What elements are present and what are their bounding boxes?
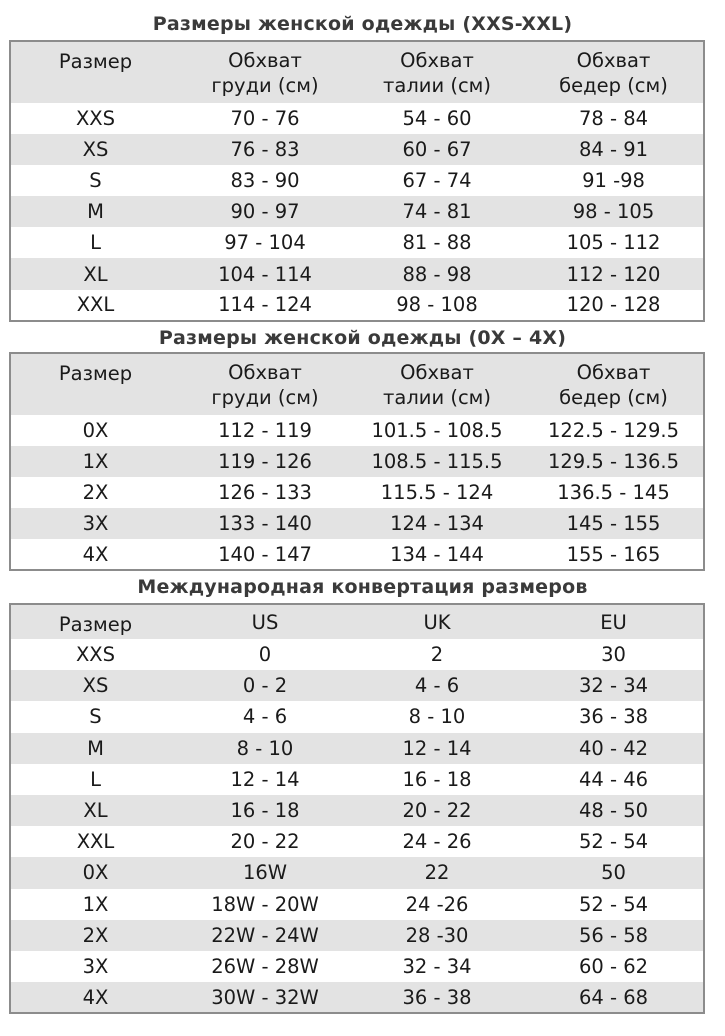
column-header-line: EU [600,610,627,634]
table-row [10,508,704,539]
table-cell: 97 - 104 [180,227,350,258]
table-cell: 104 - 114 [180,258,350,289]
table-cell: 115.5 - 124 [350,477,524,508]
table-row [10,477,704,508]
size-label-cell: 2X [10,477,180,508]
table-cell: 88 - 98 [350,258,524,289]
table-cell: 76 - 83 [180,134,350,165]
table-cell: 4 - 6 [180,701,350,732]
size-label-cell: 3X [10,951,180,982]
table-cell: 91 -98 [524,165,704,196]
column-header-line: Размер [58,613,133,636]
table-cell: 84 - 91 [524,134,704,165]
column-header-line: бедер (см) [559,73,668,97]
column-header [180,353,350,415]
table-cell: 129.5 - 136.5 [524,446,704,477]
table-cell: 32 - 34 [524,670,704,701]
table-cell: 56 - 58 [524,920,704,951]
section-title-xxs-xxl: Размеры женской одежды (XXS-XXL) [152,13,573,35]
column-header [180,604,350,639]
column-header-line: груди (см) [211,73,319,97]
size-label-cell: XXL [10,290,180,321]
table-cell: 48 - 50 [524,795,704,826]
column-header-line: Размер [58,362,133,385]
table-header-row [10,353,704,415]
table-cell: 140 - 147 [180,539,350,570]
size-label-cell: M [10,733,180,764]
table-cell: 16 - 18 [350,764,524,795]
column-header-line: Обхват [576,48,651,72]
table-cell: 78 - 84 [524,103,704,134]
size-label-cell: XL [10,258,180,289]
table-cell: 44 - 46 [524,764,704,795]
table-row [10,670,704,701]
table-row [10,258,704,289]
table-cell: 0 [180,639,350,670]
table-cell: 8 - 10 [350,701,524,732]
size-label-cell: 4X [10,982,180,1013]
size-label-cell: XXS [10,103,180,134]
size-label-cell: 0X [10,857,180,888]
table-row [10,290,704,321]
table-cell: 133 - 140 [180,508,350,539]
column-header [180,41,350,103]
table-cell: 54 - 60 [350,103,524,134]
column-header-line: груди (см) [211,385,319,409]
table-cell: 112 - 120 [524,258,704,289]
table-cell: 155 - 165 [524,539,704,570]
table-cell: 22W - 24W [180,920,350,951]
size-table-xxs-xxl [9,40,705,322]
table-cell: 26W - 28W [180,951,350,982]
size-label-cell: M [10,196,180,227]
table-header-row [10,41,704,103]
column-header-line: Размер [58,50,133,73]
table-cell: 20 - 22 [180,826,350,857]
column-header-line: Обхват [576,360,651,384]
table-row [10,889,704,920]
column-header [524,604,704,639]
table-cell: 2 [350,639,524,670]
table-row [10,826,704,857]
table-cell: 67 - 74 [350,165,524,196]
table-cell: 16W [180,857,350,888]
table-cell: 114 - 124 [180,290,350,321]
table-row [10,982,704,1013]
column-header-line: Обхват [400,360,474,384]
column-header [10,604,180,639]
table-cell: 60 - 62 [524,951,704,982]
table-row [10,701,704,732]
size-label-cell: L [10,764,180,795]
table-cell: 126 - 133 [180,477,350,508]
table-row [10,857,704,888]
table-cell: 145 - 155 [524,508,704,539]
table-cell: 40 - 42 [524,733,704,764]
column-header-line: талии (см) [383,385,491,409]
table-cell: 119 - 126 [180,446,350,477]
size-label-cell: 4X [10,539,180,570]
size-label-cell: L [10,227,180,258]
table-cell: 60 - 67 [350,134,524,165]
size-label-cell: XXL [10,826,180,857]
size-label-cell: XS [10,670,180,701]
table-cell: 134 - 144 [350,539,524,570]
table-cell: 36 - 38 [350,982,524,1013]
table-cell: 52 - 54 [524,889,704,920]
table-cell: 122.5 - 129.5 [524,415,704,446]
column-header [524,353,704,415]
table-cell: 81 - 88 [350,227,524,258]
table-row [10,920,704,951]
table-cell: 24 -26 [350,889,524,920]
table-row [10,165,704,196]
section-title-conversion: Международная конвертация размеров [137,576,588,598]
table-cell: 4 - 6 [350,670,524,701]
size-label-cell: 1X [10,446,180,477]
table-cell: 8 - 10 [180,733,350,764]
column-header-line: Обхват [228,360,302,384]
column-header-line: талии (см) [383,73,491,97]
table-cell: 12 - 14 [180,764,350,795]
table-cell: 74 - 81 [350,196,524,227]
table-row [10,446,704,477]
table-cell: 98 - 108 [350,290,524,321]
table-cell: 112 - 119 [180,415,350,446]
column-header [524,41,704,103]
table-row [10,795,704,826]
column-header [350,41,524,103]
size-label-cell: S [10,165,180,196]
table-cell: 105 - 112 [524,227,704,258]
column-header-line: US [251,610,279,634]
size-label-cell: XL [10,795,180,826]
table-cell: 0 - 2 [180,670,350,701]
table-row [10,134,704,165]
table-cell: 120 - 128 [524,290,704,321]
table-cell: 12 - 14 [350,733,524,764]
table-row [10,415,704,446]
table-row [10,227,704,258]
table-cell: 22 [350,857,524,888]
table-cell: 70 - 76 [180,103,350,134]
column-header-line: UK [423,610,451,634]
table-cell: 90 - 97 [180,196,350,227]
table-cell: 64 - 68 [524,982,704,1013]
column-header-line: Обхват [228,48,302,72]
size-table-conversion [9,603,705,1014]
table-row [10,196,704,227]
table-cell: 24 - 26 [350,826,524,857]
table-cell: 98 - 105 [524,196,704,227]
table-row [10,951,704,982]
column-header [10,353,180,415]
size-table-0x-4x [9,352,705,571]
table-cell: 32 - 34 [350,951,524,982]
table-cell: 20 - 22 [350,795,524,826]
size-label-cell: 2X [10,920,180,951]
table-row [10,764,704,795]
table-header-row [10,604,704,639]
size-label-cell: S [10,701,180,732]
size-label-cell: XS [10,134,180,165]
table-row [10,103,704,134]
table-cell: 83 - 90 [180,165,350,196]
column-header [10,41,180,103]
column-header [350,353,524,415]
size-label-cell: XXS [10,639,180,670]
size-label-cell: 1X [10,889,180,920]
table-row [10,733,704,764]
table-cell: 101.5 - 108.5 [350,415,524,446]
table-cell: 136.5 - 145 [524,477,704,508]
table-cell: 16 - 18 [180,795,350,826]
table-row [10,639,704,670]
table-cell: 30W - 32W [180,982,350,1013]
table-cell: 52 - 54 [524,826,704,857]
table-cell: 124 - 134 [350,508,524,539]
table-cell: 18W - 20W [180,889,350,920]
table-cell: 108.5 - 115.5 [350,446,524,477]
size-label-cell: 3X [10,508,180,539]
section-title-0x-4x: Размеры женской одежды (0X – 4X) [158,327,567,349]
table-row [10,539,704,570]
size-label-cell: 0X [10,415,180,446]
column-header-line: бедер (см) [559,385,668,409]
table-cell: 30 [524,639,704,670]
column-header-line: Обхват [400,48,474,72]
column-header [350,604,524,639]
table-cell: 50 [524,857,704,888]
table-cell: 28 -30 [350,920,524,951]
table-cell: 36 - 38 [524,701,704,732]
